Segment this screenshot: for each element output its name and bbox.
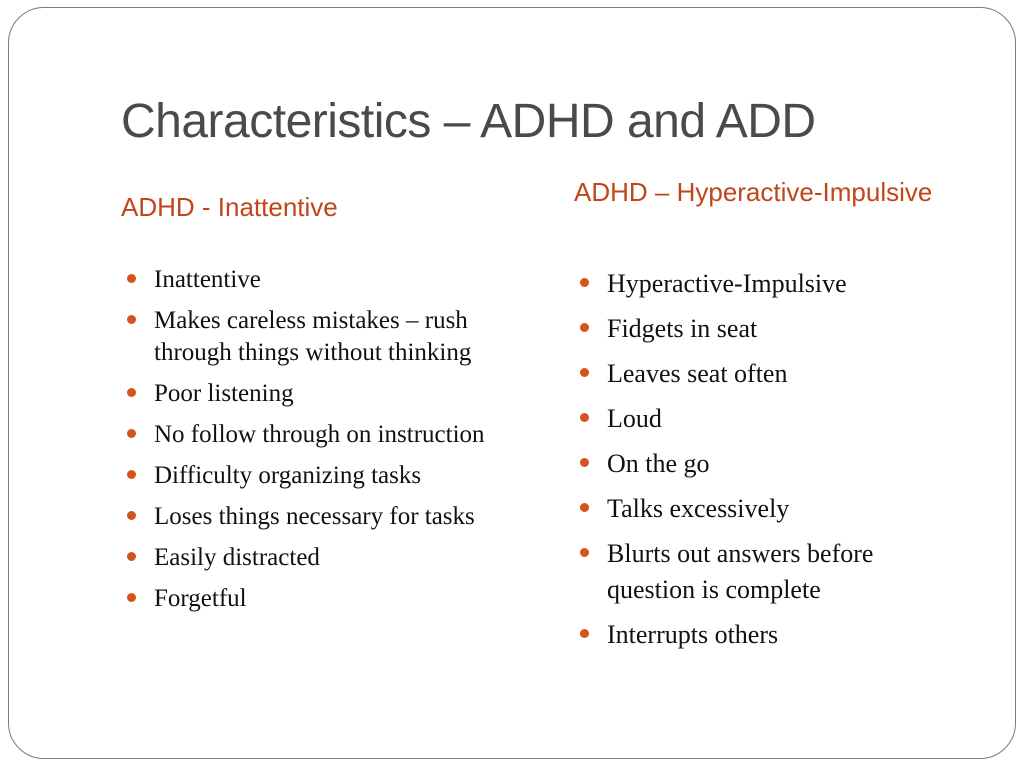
list-item bbox=[123, 460, 513, 492]
bullet-dot-icon bbox=[127, 511, 136, 520]
list-item bbox=[576, 266, 936, 302]
list-item-text: Loud bbox=[607, 404, 662, 433]
list-item bbox=[123, 264, 513, 296]
list-item-text: Leaves seat often bbox=[607, 359, 788, 388]
bullet-dot-icon bbox=[127, 552, 136, 561]
list-item bbox=[576, 356, 936, 392]
inattentive-bullet-list bbox=[123, 264, 513, 624]
list-item bbox=[576, 617, 936, 653]
list-item bbox=[576, 311, 936, 347]
bullet-dot-icon bbox=[580, 503, 589, 512]
bullet-dot-icon bbox=[127, 470, 136, 479]
list-item bbox=[123, 419, 513, 451]
list-item-text: Fidgets in seat bbox=[607, 314, 758, 343]
bullet-dot-icon bbox=[580, 458, 589, 467]
list-item-text: On the go bbox=[607, 449, 710, 478]
slide-frame bbox=[8, 7, 1016, 759]
list-item-text: Forgetful bbox=[154, 585, 247, 612]
bullet-dot-icon bbox=[580, 548, 589, 557]
bullet-dot-icon bbox=[580, 629, 589, 638]
list-item-text: Loses things necessary for tasks bbox=[154, 503, 475, 530]
hyperactive-bullet-list bbox=[576, 266, 936, 662]
list-item-text: Difficulty organizing tasks bbox=[154, 462, 422, 489]
list-item-text: Inattentive bbox=[154, 266, 261, 293]
list-item-text: Blurts out answers before question is complete bbox=[607, 539, 874, 604]
slide-title: Characteristics – ADHD and ADD bbox=[121, 95, 816, 148]
bullet-dot-icon bbox=[580, 413, 589, 422]
bullet-dot-icon bbox=[127, 429, 136, 438]
bullet-dot-icon bbox=[127, 388, 136, 397]
list-item-text: No follow through on instruction bbox=[154, 421, 485, 448]
list-item-text: Talks excessively bbox=[607, 494, 790, 523]
left-column-heading: ADHD - Inattentive bbox=[121, 192, 338, 222]
list-item bbox=[123, 378, 513, 410]
list-item-text: Easily distracted bbox=[154, 544, 320, 571]
list-item bbox=[123, 542, 513, 574]
bullet-dot-icon bbox=[580, 323, 589, 332]
bullet-dot-icon bbox=[580, 278, 589, 287]
list-item bbox=[123, 501, 513, 533]
list-item-text: Hyperactive-Impulsive bbox=[607, 269, 847, 298]
list-item bbox=[576, 446, 936, 482]
bullet-dot-icon bbox=[127, 593, 136, 602]
bullet-dot-icon bbox=[127, 274, 136, 283]
list-item bbox=[576, 491, 936, 527]
bullet-dot-icon bbox=[580, 368, 589, 377]
list-item-text: Interrupts others bbox=[607, 620, 779, 649]
bullet-dot-icon bbox=[127, 315, 136, 324]
right-column-heading: ADHD – Hyperactive-Impulsive bbox=[574, 177, 933, 207]
list-item bbox=[123, 583, 513, 615]
list-item bbox=[576, 401, 936, 437]
list-item-text: Makes careless mistakes – rush through things without thinking bbox=[154, 307, 472, 366]
list-item-text: Poor listening bbox=[154, 380, 294, 407]
list-item bbox=[123, 305, 513, 369]
list-item bbox=[576, 536, 936, 608]
